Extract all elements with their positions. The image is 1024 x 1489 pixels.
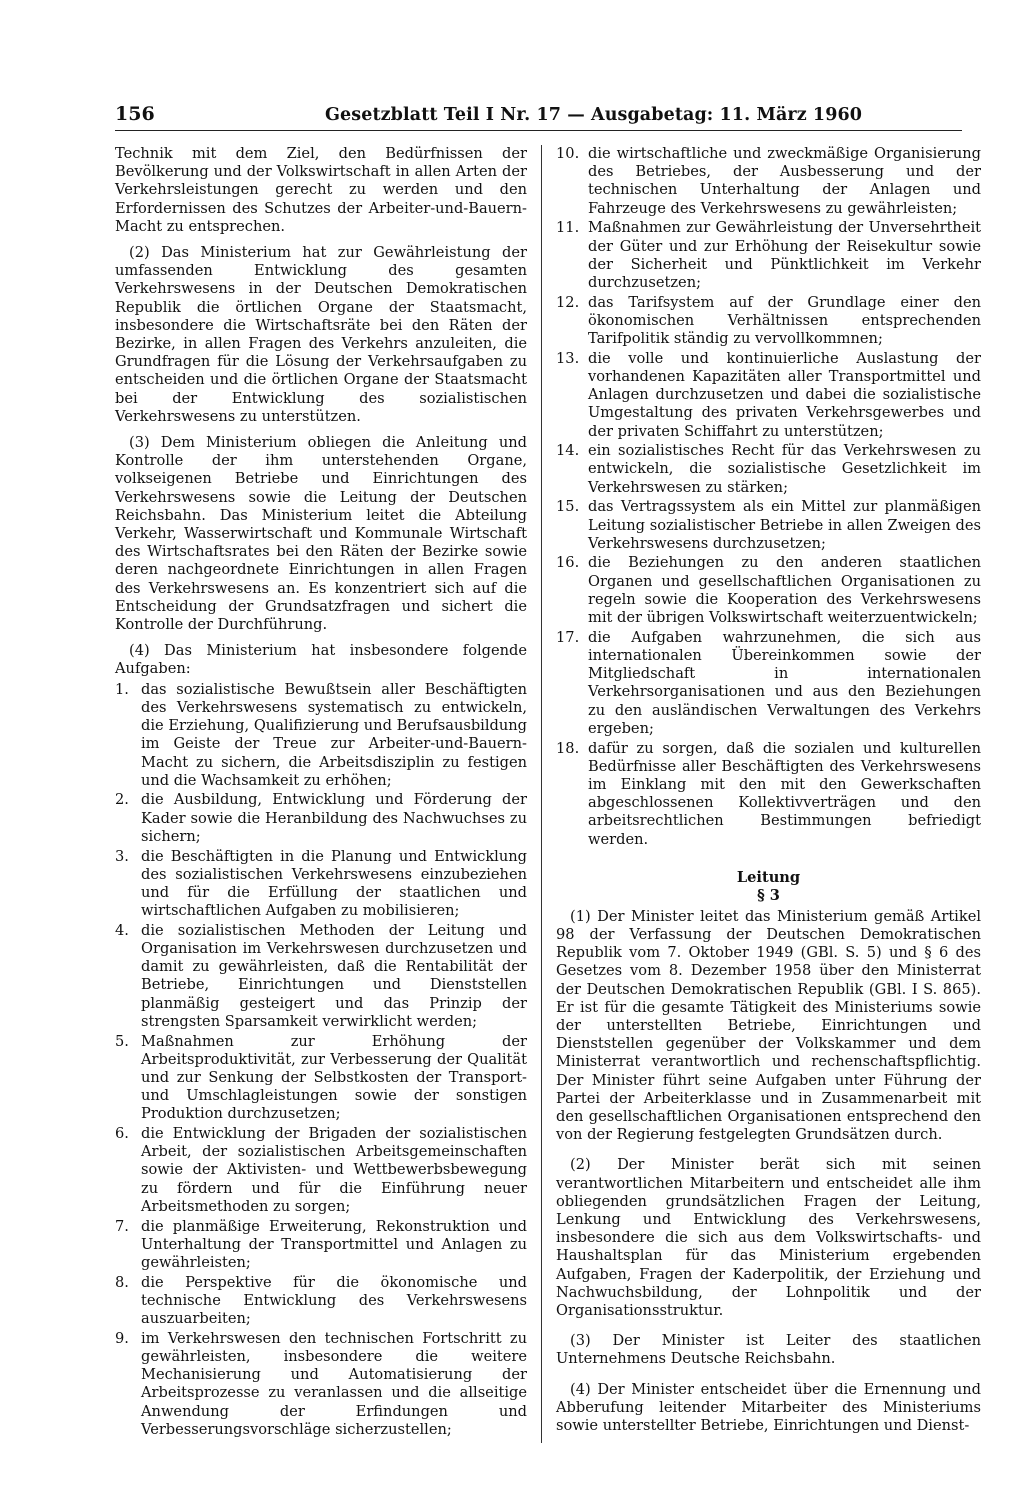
list-item-number: 2. — [115, 791, 129, 809]
task-list-right — [556, 145, 981, 849]
gazette-title: Gesetzblatt Teil I Nr. 17 — Ausgabetag: 11. März 1960 — [325, 105, 863, 125]
list-item-text: die sozialistischen Methoden der Leitung und Organisation im Verkehrswesen durchzusetzen und damit zu gewährleisten, daß die Rentabilität der Betriebe, Einrichtungen und Dienststellen planmäßig gesteigert und das Prinzip der strengsten Sparsamkeit verwirklicht werden; — [141, 921, 527, 1030]
list-item — [115, 1125, 527, 1216]
list-item-text: die Perspektive für die ökonomische und technische Entwicklung des Verkehrswesens auszuarbeiten; — [141, 1273, 527, 1328]
section-3-paragraph-4: (4) Der Minister entscheidet über die Ernennung und Abberufung leitender Mitarbeiter des Ministeriums sowie unterstellter Betriebe, Einrichtungen und Dienst- — [556, 1380, 981, 1434]
list-item-number: 7. — [115, 1217, 129, 1235]
list-item — [556, 350, 981, 441]
list-item-number: 10. — [556, 145, 580, 162]
list-item-number: 11. — [556, 219, 580, 237]
page-header — [115, 100, 962, 131]
list-item-number: 13. — [556, 349, 580, 367]
list-item-text: die Aufgaben wahrzunehmen, die sich aus internationalen Übereinkommen sowie der Mitgliedschaft in internationalen Verkehrsorganisationen und aus den Beziehungen zu den ausländischen Verwaltungen des Verkehrs ergeben; — [588, 628, 981, 737]
list-item-number: 15. — [556, 498, 580, 516]
paragraph-2: (2) Das Ministerium hat zur Gewährleistung der umfassenden Entwicklung des gesamten Verkehrswesens in der Deutschen Demokratischen Republik die örtlichen Organe der Staatsmacht, insbesondere die Wirtschaftsräte bei den Räten der Bezirke, in allen Fragen des Verkehrs anzuleiten, die Grundfragen für die Lösung der Verkehrsaufgaben zu entscheiden und die örtlichen Organe der Staatsmacht bei der Entwicklung des sozialistischen Verkehrswesens zu unterstützen. — [115, 244, 527, 425]
section-mark: § 3 — [757, 886, 780, 904]
list-item-text: das Tarifsystem auf der Grundlage einer den ökonomischen Verhältnissen entsprechenden Tarifpolitik ständig zu vervollkommnen; — [588, 293, 981, 348]
list-item — [115, 848, 527, 921]
list-item — [115, 922, 527, 1031]
list-item — [556, 145, 981, 218]
list-item-text: Maßnahmen zur Erhöhung der Arbeitsproduktivität, zur Verbesserung der Qualität und zur Senkung der Selbstkosten der Transport- und Umschlagleistungen sowie der sonstigen Produktion durchzusetzen; — [141, 1032, 527, 1123]
page-number: 156 — [115, 103, 155, 125]
list-item-text: die Beschäftigten in die Planung und Entwicklung des sozialistischen Verkehrswesens einzubeziehen und für die Erfüllung der staatlichen und wirtschaftlichen Aufgaben zu mobilisieren; — [141, 847, 527, 920]
text-columns — [115, 145, 981, 1443]
right-column — [541, 145, 981, 1443]
list-item-text: die Entwicklung der Brigaden der sozialistischen Arbeit, der sozialistischen Arbeitsgemeinschaften sowie der Aktivisten- und Wettbewerbsbewegung zu fördern und für die Einführung neuer Arbeitsmethoden zu sorgen; — [141, 1125, 527, 1215]
list-item-number: 18. — [556, 739, 580, 757]
list-item — [556, 294, 981, 349]
list-item — [115, 1274, 527, 1329]
list-item — [115, 1330, 527, 1439]
list-item — [556, 629, 981, 738]
left-column — [115, 145, 541, 1443]
list-item — [556, 554, 981, 627]
list-item-text: das Vertragssystem als ein Mittel zur planmäßigen Leitung sozialistischer Betriebe in allen Zweigen des Verkehrswesens durchzusetzen; — [588, 498, 981, 552]
task-list-left — [115, 681, 527, 1439]
list-item-number: 17. — [556, 628, 580, 646]
list-item-number: 6. — [115, 1125, 129, 1143]
list-item-text: die volle und kontinuierliche Auslastung der vorhandenen Kapazitäten aller Transportmittel und Anlagen durchzusetzen und dabei die sozialistische Umgestaltung des privaten Verkehrsgewerbes und der privaten Schiffahrt zu unterstützen; — [588, 349, 981, 440]
paragraph-3: (3) Dem Ministerium obliegen die Anleitung und Kontrolle der ihm unterstehenden Organe, volkseigenen Betriebe und Einrichtungen des Verkehrswesens sowie die Leitung der Deutschen Reichsbahn. Das Ministerium leitet die Abteilung Verkehr, Wasserwirtschaft und Kommunale Wirtschaft des Wirtschaftsrates bei den Räten der Bezirke sowie deren nachgeordnete Einrichtungen in allen Fragen des Verkehrswesens an. Es konzentriert sich auf die Entscheidung der Grundsatzfragen und sichert die Kontrolle der Durchführung. — [115, 434, 527, 634]
list-item — [556, 219, 981, 292]
intro-paragraph: Technik mit dem Ziel, den Bedürfnissen der Bevölkerung und der Volkswirtschaft in allen Arten der Verkehrsleistungen gerecht zu werden und den Erfordernissen des Schutzes der Arbeiter-und-Bauern-Macht zu entsprechen. — [115, 145, 527, 235]
list-item — [115, 681, 527, 790]
list-item-number: 12. — [556, 293, 580, 311]
list-item — [556, 740, 981, 849]
list-item-number: 8. — [115, 1273, 129, 1291]
list-item-number: 5. — [115, 1032, 129, 1050]
paragraph-4: (4) Das Ministerium hat insbesondere folgende Aufgaben: — [115, 642, 527, 678]
list-item — [115, 1218, 527, 1273]
list-item — [115, 1033, 527, 1124]
list-item-text: die planmäßige Erweiterung, Rekonstruktion und Unterhaltung der Transportmittel und Anlagen zu gewährleisten; — [141, 1217, 527, 1271]
list-item-number: 1. — [115, 680, 129, 698]
list-item-text: im Verkehrswesen den technischen Fortschritt zu gewährleisten, insbesondere die weitere Mechanisierung und Automatisierung der Arbeitsprozesse zu veranlassen und die allseitige Anwendung der Erfindungen und Verbesserungsvorschläge sicherzustellen; — [141, 1329, 527, 1438]
list-item-text: dafür zu sorgen, daß die sozialen und kulturellen Bedürfnisse aller Beschäftigten des Verkehrswesens im Einklang mit den mit den Gewerkschaften abgeschlossenen Kollektivverträgen und den arbeitsrechtlichen Bestimmungen befriedigt werden. — [588, 739, 981, 848]
list-item-number: 3. — [115, 847, 129, 865]
list-item-text: Maßnahmen zur Gewährleistung der Unversehrtheit der Güter und zur Erhöhung der Reisekultur sowie der Sicherheit und Pünktlichkeit im Verkehr durchzusetzen; — [588, 219, 981, 291]
section-3-paragraph-2: (2) Der Minister berät sich mit seinen verantwortlichen Mitarbeitern und entscheidet alle ihm obliegenden grundsätzlichen Fragen der Leitung, Lenkung und Entwicklung des Verkehrswesens, insbesondere die sich aus dem Volkswirtschafts- und Haushaltsplan für das Ministerium ergebenden Aufgaben, Fragen der Kaderpolitik, der Erziehung und Nachwuchsbildung, der Lohnpolitik und der Organisationsstruktur. — [556, 1156, 981, 1319]
list-item-text: die Beziehungen zu den anderen staatlichen Organen und gesellschaftlichen Organisationen zu regeln sowie die Kooperation des Verkehrswesens mit der übrigen Volkswirtschaft weiterzuentwickeln; — [588, 554, 981, 627]
list-item-text: das sozialistische Bewußtsein aller Beschäftigten des Verkehrswesens systematisch zu entwickeln, die Erziehung, Qualifizierung und Berufsausbildung im Geiste der Treue zur Arbeiter-und-Bauern-Macht zu sichern, die Arbeitsdisziplin zu festigen und die Wachsamkeit zu erhöhen; — [141, 680, 527, 789]
section-3-paragraph-1: (1) Der Minister leitet das Ministerium gemäß Artikel 98 der Verfassung der Deutschen Demokratischen Republik vom 7. Oktober 1949 (GBl. S. 5) und § 6 des Gesetzes vom 8. Dezember 1958 über den Ministerrat der Deutschen Demokratischen Republik (GBl. I S. 865). Er ist für die gesamte Tätigkeit des Ministeriums sowie der unterstellten Betriebe, Einrichtungen und Dienststellen gegenüber der Volkskammer und dem Ministerrat verantwortlich und rechenschaftspflichtig. Der Minister führt seine Aufgaben unter Führung der Partei der Arbeiterklasse und in Zusammenarbeit mit den gesellschaftlichen Organisationen entsprechend den von der Regierung festgelegten Grundsätzen durch. — [556, 907, 981, 1144]
section-heading: Leitung — [736, 868, 801, 886]
list-item-text: die Ausbildung, Entwicklung und Förderung der Kader sowie die Heranbildung des Nachwuchses zu sichern; — [141, 791, 527, 845]
list-item-number: 9. — [115, 1329, 129, 1347]
list-item-number: 4. — [115, 921, 129, 939]
list-item — [115, 791, 527, 846]
list-item-number: 16. — [556, 554, 580, 572]
list-item — [556, 442, 981, 497]
list-item — [556, 498, 981, 553]
list-item-text: ein sozialistisches Recht für das Verkehrswesen zu entwickeln, die sozialistische Gesetzlichkeit im Verkehrswesen zu stärken; — [588, 442, 981, 496]
list-item-number: 14. — [556, 442, 580, 460]
list-item-text: die wirtschaftliche und zweckmäßige Organisierung des Betriebes, der Ausbesserung und der technischen Unterhaltung der Anlagen und Fahrzeuge des Verkehrswesens zu gewährleisten; — [588, 145, 981, 217]
section-3-paragraph-3: (3) Der Minister ist Leiter des staatlichen Unternehmens Deutsche Reichsbahn. — [556, 1332, 981, 1368]
